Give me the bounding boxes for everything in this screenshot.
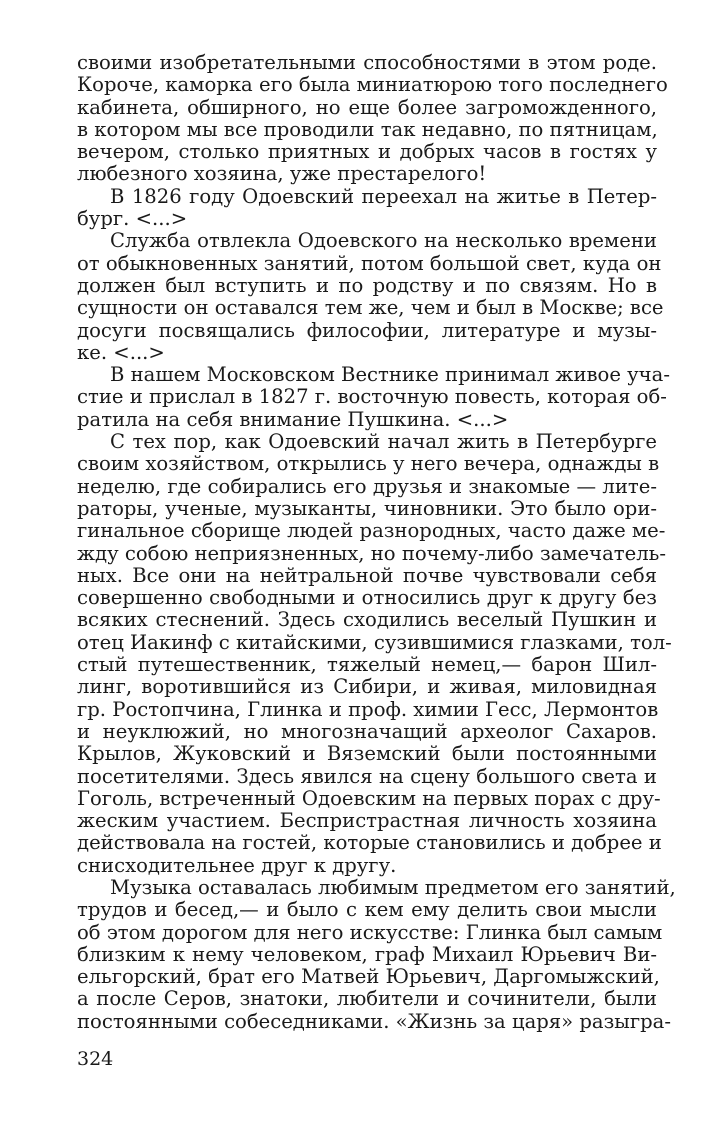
text-line: раторы, ученые, музыканты, чиновники. Это было ори- — [77, 496, 657, 520]
text-line: Музыка оставалась любимым предметом его занятий, — [110, 875, 676, 899]
paragraph — [77, 430, 672, 877]
text-line: линг, воротившийся из Сибири, и живая, миловидная — [77, 675, 657, 699]
text-line: гинальное сборище людей разнородных, часто даже ме- — [77, 519, 666, 543]
text-line: действовала на гостей, которые становились и добрее и — [77, 831, 662, 855]
text-line: жеским участием. Беспристрастная личность хозяина — [77, 809, 657, 833]
text-line: от обыкновенных занятий, потом большой свет, куда он — [77, 251, 662, 275]
text-line: бург. <...> — [77, 207, 188, 231]
text-line: Служба отвлекла Одоевского на несколько времени — [110, 229, 657, 253]
text-line: трудов и бесед,— и было с кем ему делить свои мысли — [77, 898, 657, 922]
text-line: досуги посвящались философии, литературе и музы- — [77, 318, 657, 342]
text-line: посетителями. Здесь явился на сцену большого света и — [77, 764, 657, 788]
text-line: ных. Все они на нейтральной почве чувствовали себя — [77, 563, 657, 587]
text-line: ратила на себя внимание Пушкина. <...> — [77, 407, 509, 431]
text-line: жду собою неприязненных, но почему-либо замечатель- — [77, 541, 666, 565]
text-line: любезного хозяина, уже престарелого! — [77, 162, 487, 186]
text-line: неделю, где собирались его друзья и знакомые — лите- — [77, 474, 657, 498]
paragraph — [77, 875, 676, 1033]
text-line: стый путешественник, тяжелый немец,— барон Шил- — [77, 653, 657, 677]
text-line: близким к нему человеком, граф Михаил Юрьевич Ви- — [77, 942, 657, 966]
text-line: снисходительнее друг к другу. — [77, 853, 397, 877]
text-line: гр. Ростопчина, Глинка и проф. химии Гесс, Лермонтов — [77, 697, 659, 721]
text-line: В нашем Московском Вестнике принимал живое уча- — [110, 363, 670, 387]
text-line: С тех пор, как Одоевский начал жить в Петербурге — [110, 430, 657, 454]
paragraph — [77, 363, 670, 431]
text-line: всяких стеснений. Здесь сходились веселый Пушкин и — [77, 608, 657, 632]
text-line: вечером, столько приятных и добрых часов в гостях у — [77, 140, 657, 164]
text-line: своим хозяйством, открылись у него вечера, однажды в — [77, 452, 660, 476]
text-line: должен был вступить и по родству и по связям. Но в — [77, 273, 657, 297]
paragraph — [77, 186, 657, 231]
text-line: а после Серов, знатоки, любители и сочинители, были — [77, 987, 657, 1011]
text-line: стие и прислал в 1827 г. восточную повесть, которая об- — [77, 385, 667, 409]
text-line: Гоголь, встреченный Одоевским на первых порах с дру- — [77, 786, 661, 810]
text-line: кабинета, обширного, но еще более загроможденного, — [77, 95, 657, 119]
text-line: сущности он оставался тем же, чем и был в Москве; все — [77, 296, 664, 320]
text-line: и неуклюжий, но многозначащий археолог Сахаров. — [77, 719, 657, 743]
text-line: Крылов, Жуковский и Вяземский были постоянными — [77, 742, 657, 766]
paragraph — [77, 51, 668, 186]
text-line: ке. <...> — [77, 340, 165, 364]
text-line: об этом дорогом для него искусстве: Глинка был самым — [77, 920, 663, 944]
text-line: в котором мы все проводили так недавно, по пятницам, — [77, 117, 658, 141]
text-line: отец Иакинф с китайскими, сузившимися глазками, тол- — [77, 630, 672, 654]
text-line: ельгорский, брат его Матвей Юрьевич, Даргомыжский, — [77, 965, 660, 989]
paragraph — [77, 229, 664, 364]
text-line: постоянными собеседниками. «Жизнь за царя» разыгра- — [77, 1009, 671, 1033]
text-line: своими изобретательными способностями в этом роде. — [77, 51, 657, 74]
page-number: 324 — [77, 1048, 114, 1070]
text-line: совершенно свободными и относились друг к другу без — [77, 586, 657, 610]
page-body — [77, 51, 676, 1033]
text-line: В 1826 году Одоевский переехал на житье в Петер- — [110, 184, 657, 208]
text-line: Короче, каморка его была миниатюрою того последнего — [77, 73, 668, 97]
